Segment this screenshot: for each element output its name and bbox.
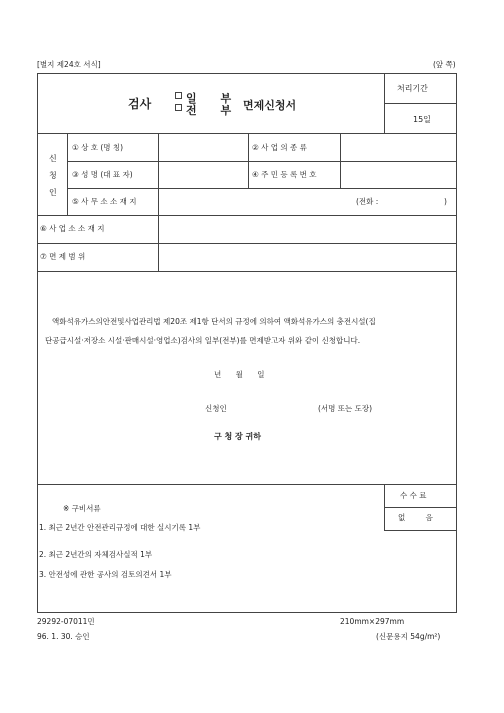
fee-value: 없 음 — [398, 513, 433, 522]
phone-field[interactable] — [386, 191, 444, 213]
body-line-2: 단공급시설·저장소 시설·판매시설·영업소)검사의 일부(전부)를 면제받고자 위와 같이 신청합니다. — [45, 336, 361, 345]
attachment-item-1: 1. 최근 2년간 안전관리규정에 대한 실시기록 1부 — [39, 523, 201, 532]
scope-label: ⑦ 면 제 범 위 — [40, 252, 86, 261]
registration-number-field[interactable] — [344, 164, 454, 186]
site-address-field[interactable] — [162, 218, 452, 242]
page-side: (앞 쪽) — [433, 60, 456, 69]
attachment-item-3: 3. 안전성에 관한 공사의 검토의견서 1부 — [39, 570, 172, 579]
phone-label: (전화 : — [356, 197, 379, 206]
representative-field[interactable] — [162, 164, 244, 186]
title-suffix: 면제신청서 — [243, 99, 297, 112]
business-name-field[interactable] — [162, 136, 244, 158]
representative-label: ③ 성 명 (대 표 자) — [72, 170, 133, 179]
business-name-label: ① 상 호 (명 칭) — [72, 143, 124, 152]
phone-close: ) — [444, 197, 447, 206]
body-line-1: 액화석유가스의안전및사업관리법 제20조 제1항 단서의 규정에 의하여 액화석유가스의 충전시설(집 — [52, 317, 376, 326]
office-address-label: ⑤ 사 무 소 소 재 지 — [72, 197, 137, 206]
title-prefix: 검사 — [128, 97, 152, 111]
business-type-field[interactable] — [344, 136, 454, 158]
fee-label: 수 수 료 — [400, 491, 427, 500]
registration-number-label: ④ 주 민 등 록 번 호 — [252, 170, 317, 179]
scope-field[interactable] — [162, 246, 452, 270]
option-full-checkbox[interactable] — [175, 104, 182, 111]
sign-or-stamp-label: (서명 또는 도장) — [318, 404, 373, 413]
paper-type: (신문용지 54g/m²) — [376, 632, 441, 641]
form-code: 29292-07011민 — [37, 617, 95, 626]
option-partial-label: 일 부 — [186, 92, 242, 105]
applicant-char-1: 신 — [49, 154, 57, 163]
date-line: 년 월 일 — [214, 370, 265, 379]
applicant-char-2: 청 — [49, 171, 57, 180]
attachments-heading: ※ 구비서류 — [63, 504, 101, 513]
paper-size: 210mm×297mm — [340, 617, 405, 626]
applicant-char-3: 인 — [49, 188, 57, 197]
attachment-item-2: 2. 최근 2년간의 자체검사실적 1부 — [39, 550, 153, 559]
form-number: [별지 제24호 서식] — [37, 60, 101, 69]
option-partial-checkbox[interactable] — [175, 92, 182, 99]
processing-period-value: 15일 — [413, 115, 431, 124]
addressee: 구 청 장 귀하 — [214, 432, 261, 441]
applicant-sign-label: 신청인 — [205, 404, 227, 413]
office-address-field[interactable] — [162, 191, 352, 213]
processing-period-label: 처리기간 — [397, 84, 428, 93]
option-full-label: 전 부 — [186, 104, 242, 117]
business-type-label: ② 사 업 의 종 류 — [252, 143, 307, 152]
approval-date: 96. 1. 30. 승인 — [37, 632, 90, 641]
site-address-label: ⑥ 사 업 소 소 재 지 — [40, 224, 105, 233]
